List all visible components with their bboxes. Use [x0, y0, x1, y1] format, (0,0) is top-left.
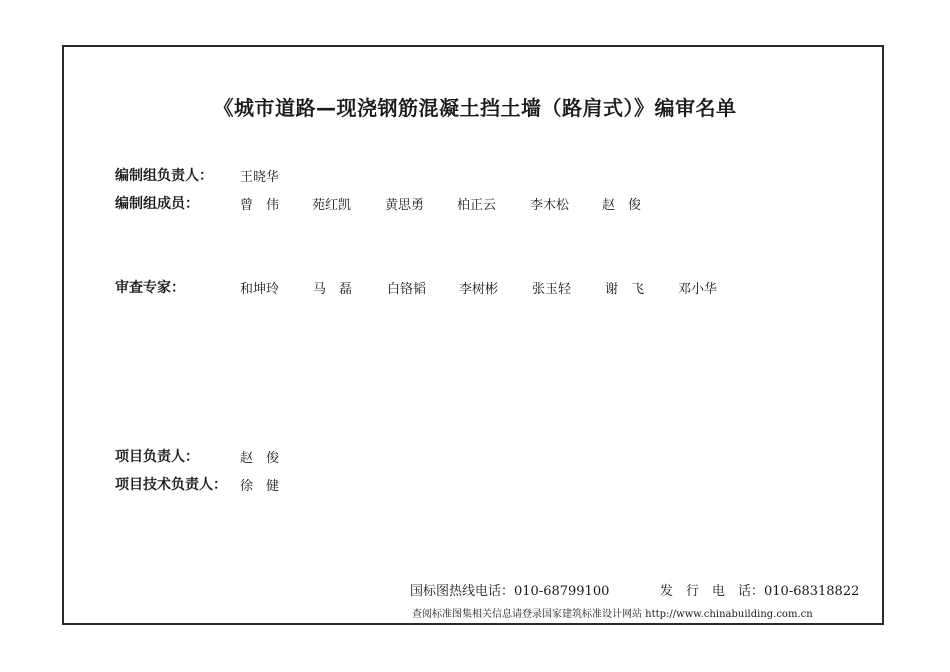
name-review-expert: 白铬韬 — [387, 282, 427, 297]
name-team-member: 李木松 — [530, 198, 570, 213]
website-note: 查阅标准图集相关信息请登录国家建筑标准设计网站 http://www.chinabuilding.com.cn — [412, 609, 813, 620]
name-team-member: 黄思勇 — [385, 198, 425, 213]
name-review-expert: 谢 飞 — [605, 282, 645, 297]
name-team-member: 赵 俊 — [602, 198, 642, 213]
name-tech-lead: 徐 健 — [240, 479, 280, 494]
name-review-expert: 马 磊 — [313, 282, 353, 297]
label-tech-lead: 项目技术负责人： — [115, 477, 227, 493]
name-team-member: 曾 伟 — [240, 198, 280, 213]
label-project-lead: 项目负责人： — [115, 449, 199, 465]
name-compile-lead: 王晓华 — [240, 170, 280, 185]
name-review-expert: 邓小华 — [678, 282, 718, 297]
name-project-lead: 赵 俊 — [240, 451, 280, 466]
name-review-expert: 李树彬 — [459, 282, 499, 297]
hotline-text: 国标图热线电话：010-68799100 — [410, 584, 610, 599]
label-compile-members: 编制组成员： — [115, 196, 199, 212]
label-compile-lead: 编制组负责人： — [115, 168, 213, 184]
sales-phone-text: 发 行 电 话：010-68318822 — [660, 584, 860, 599]
label-review-experts: 审查专家： — [115, 280, 185, 296]
page-border — [62, 45, 884, 625]
document-title: 《城市道路—现浇钢筋混凝土挡土墙（路肩式）》编审名单 — [213, 96, 737, 120]
name-review-expert: 张玉轻 — [532, 282, 572, 297]
name-team-member: 柏正云 — [457, 198, 497, 213]
name-review-expert: 和坤玲 — [240, 282, 280, 297]
name-team-member: 苑红凯 — [312, 198, 352, 213]
